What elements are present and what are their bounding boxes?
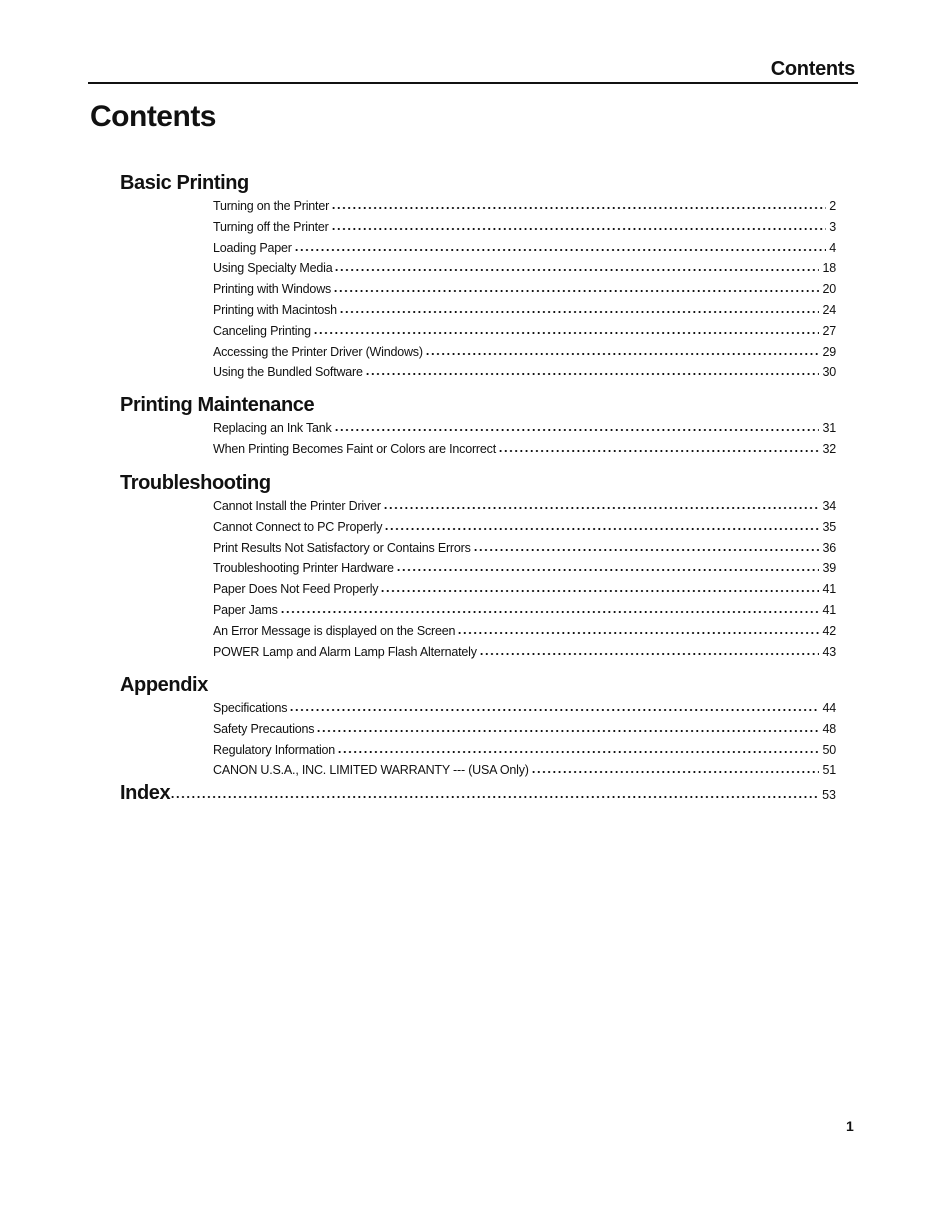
entry-page: 29: [822, 344, 836, 359]
entry-label: Replacing an Ink Tank: [213, 421, 332, 435]
entry-label: Accessing the Printer Driver (Windows): [213, 344, 423, 359]
toc-entry-index[interactable]: [120, 782, 836, 805]
entry-label: Print Results Not Satisfactory or Contains Errors: [213, 540, 471, 555]
dot-leader: [170, 789, 819, 799]
toc-entry[interactable]: [213, 698, 836, 719]
dot-leader: [294, 242, 827, 252]
toc-entry[interactable]: [213, 279, 836, 300]
entry-page: 42: [822, 623, 836, 638]
dot-leader: [365, 366, 820, 376]
entry-label: Troubleshooting Printer Hardware: [213, 561, 394, 576]
dot-leader: [425, 346, 820, 356]
entry-page: 20: [822, 282, 836, 297]
toc-entry[interactable]: [213, 496, 836, 517]
toc-section: [120, 470, 836, 662]
section-heading[interactable]: Printing Maintenance: [120, 394, 315, 416]
toc-entry[interactable]: [213, 642, 836, 663]
toc-entry[interactable]: [213, 439, 836, 460]
toc-entry[interactable]: [213, 217, 836, 238]
dot-leader: [316, 723, 819, 733]
dot-leader: [334, 262, 819, 272]
dot-leader: [289, 702, 819, 712]
entry-label: Paper Does Not Feed Properly: [213, 582, 379, 597]
dot-leader: [280, 604, 820, 614]
toc-entry[interactable]: [213, 740, 836, 761]
dot-leader: [339, 304, 820, 314]
section-heading[interactable]: Appendix: [120, 674, 208, 696]
entry-page: 44: [822, 701, 836, 715]
dot-leader: [380, 583, 819, 593]
toc-entry[interactable]: [213, 579, 836, 600]
entry-label: Canceling Printing: [213, 323, 311, 338]
entry-label: An Error Message is displayed on the Screen: [213, 623, 456, 638]
dot-leader: [396, 562, 820, 572]
dot-leader: [383, 500, 820, 510]
toc-section: [120, 392, 836, 460]
toc-entry[interactable]: [213, 760, 836, 781]
page-title: Contents: [90, 100, 216, 133]
toc-entry[interactable]: [213, 300, 836, 321]
entry-page: 43: [822, 644, 836, 659]
dot-leader: [313, 325, 820, 335]
toc-entry[interactable]: [213, 238, 836, 259]
entry-label: Using Specialty Media: [213, 261, 333, 276]
entry-page: 35: [822, 519, 836, 534]
index-page: 53: [822, 788, 836, 802]
toc-entry[interactable]: [213, 342, 836, 363]
toc-entry[interactable]: [213, 362, 836, 383]
dot-leader: [333, 283, 819, 293]
toc-entry[interactable]: [213, 517, 836, 538]
dot-leader: [498, 443, 820, 453]
dot-leader: [479, 646, 820, 656]
toc-section: [120, 170, 836, 383]
entry-page: 30: [822, 365, 836, 380]
entry-label: Turning on the Printer: [213, 199, 330, 213]
page-number: 1: [846, 1118, 854, 1134]
entry-page: 48: [822, 721, 836, 736]
entry-page: 31: [822, 421, 836, 435]
toc-entry[interactable]: [213, 196, 836, 217]
entry-label: CANON U.S.A., INC. LIMITED WARRANTY --- (USA Only): [213, 763, 529, 778]
entry-page: 24: [822, 302, 836, 317]
index-label: Index: [120, 782, 171, 804]
entry-label: Specifications: [213, 701, 288, 715]
dot-leader: [337, 744, 819, 754]
section-heading[interactable]: Troubleshooting: [120, 472, 271, 494]
dot-leader: [331, 200, 826, 210]
toc-entry[interactable]: [213, 600, 836, 621]
entry-label: Safety Precautions: [213, 721, 315, 736]
entry-label: Cannot Install the Printer Driver: [213, 499, 381, 513]
toc-entry[interactable]: [213, 538, 836, 559]
entry-page: 34: [822, 499, 836, 513]
running-header: Contents: [770, 58, 855, 80]
entry-page: 41: [822, 582, 836, 597]
entry-label: Using the Bundled Software: [213, 365, 363, 380]
toc-entry[interactable]: [213, 258, 836, 279]
entry-label: Cannot Connect to PC Properly: [213, 519, 383, 534]
entry-label: Paper Jams: [213, 602, 278, 617]
entry-page: 27: [822, 323, 836, 338]
dot-leader: [457, 625, 819, 635]
entry-label: Turning off the Printer: [213, 219, 329, 234]
toc-entry[interactable]: [213, 621, 836, 642]
entry-page: 2: [829, 199, 836, 213]
toc-entry[interactable]: [213, 418, 836, 439]
entry-label: Printing with Macintosh: [213, 302, 337, 317]
entry-page: 51: [822, 763, 836, 778]
toc-entry[interactable]: [213, 719, 836, 740]
entry-label: Printing with Windows: [213, 282, 332, 297]
toc-section: [120, 672, 836, 781]
toc-entry[interactable]: [213, 321, 836, 342]
entry-page: 3: [829, 219, 836, 234]
section-heading[interactable]: Basic Printing: [120, 172, 249, 194]
entry-page: 41: [822, 602, 836, 617]
entry-label: When Printing Becomes Faint or Colors are Incorrect: [213, 441, 496, 456]
toc-entry[interactable]: [213, 558, 836, 579]
entry-label: Regulatory Information: [213, 742, 336, 757]
entry-page: 32: [822, 441, 836, 456]
entry-page: 18: [822, 261, 836, 276]
header-rule: [88, 82, 858, 84]
entry-page: 4: [829, 240, 836, 255]
entry-label: POWER Lamp and Alarm Lamp Flash Alternately: [213, 644, 477, 659]
dot-leader: [473, 542, 820, 552]
dot-leader: [331, 221, 827, 231]
entry-label: Loading Paper: [213, 240, 292, 255]
entry-page: 50: [822, 742, 836, 757]
entry-page: 39: [822, 561, 836, 576]
dot-leader: [531, 764, 820, 774]
dot-leader: [384, 521, 819, 531]
entry-page: 36: [822, 540, 836, 555]
dot-leader: [334, 422, 820, 432]
